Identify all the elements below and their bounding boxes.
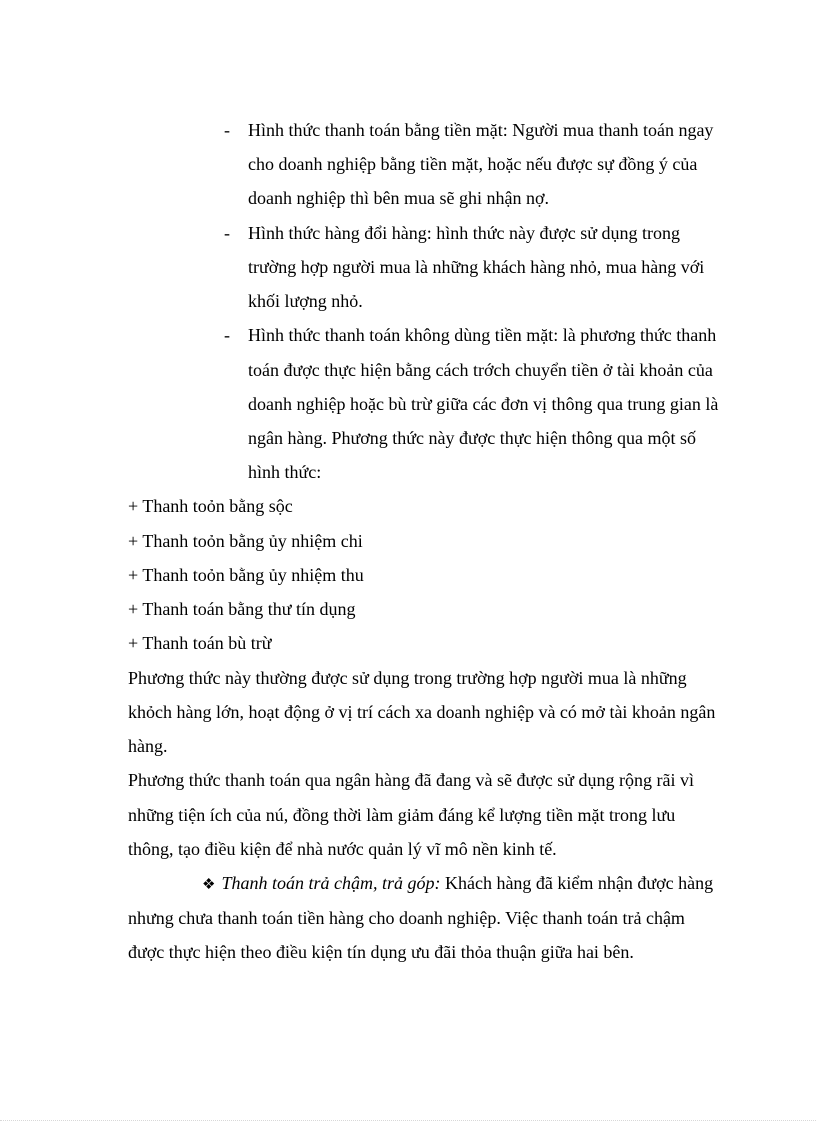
text-line: trường hợp người mua là những khách hàng nhỏ, mua hàng với	[248, 257, 705, 277]
diamond-bullet-icon: ❖	[202, 877, 216, 893]
text-line: toán được thực hiện bằng cách trớch chuyển tiền ở tài khoản của	[248, 360, 713, 380]
text-line: Phương thức này thường được sử dụng trong trường hợp người mua là những	[128, 668, 687, 688]
list-item: + Thanh toán bằng thư tín dụng	[128, 599, 356, 619]
text-line: doanh nghiệp hoặc bù trừ giữa các đơn vị thông qua trung gian là	[248, 394, 719, 414]
text-line: Hình thức thanh toán không dùng tiền mặt: là phương thức thanh	[248, 325, 717, 345]
bullet-dash: -	[224, 120, 230, 140]
bullet-dash: -	[224, 325, 230, 345]
text-line: ngân hàng. Phương thức này được thực hiện thông qua một số	[248, 428, 696, 448]
installment-text: Khách hàng đã kiểm nhận được hàng	[440, 873, 714, 893]
text-line: khỏch hàng lớn, hoạt động ở vị trí cách xa doanh nghiệp và có mở tài khoản ngân	[128, 702, 716, 722]
text-line: hàng.	[128, 736, 168, 756]
list-item: + Thanh toỏn bằng ủy nhiệm chi	[128, 531, 363, 551]
text-line: nhưng chưa thanh toán tiền hàng cho doanh nghiệp. Việc thanh toán trả chậm	[128, 908, 685, 928]
list-item: + Thanh toỏn bằng sộc	[128, 496, 293, 516]
text-line: doanh nghiệp thì bên mua sẽ ghi nhận nợ.	[248, 188, 549, 208]
text-line: khối lượng nhỏ.	[248, 291, 363, 311]
text-line: hình thức:	[248, 462, 322, 482]
installment-first-line	[202, 871, 713, 897]
text-line: Hình thức thanh toán bằng tiền mặt: Người mua thanh toán ngay	[248, 120, 714, 140]
text-line: được thực hiện theo điều kiện tín dụng ưu đãi thỏa thuận giữa hai bên.	[128, 942, 634, 962]
list-item: + Thanh toán bù trừ	[128, 633, 272, 653]
text-line: Phương thức thanh toán qua ngân hàng đã đang và sẽ được sử dụng rộng rãi vì	[128, 770, 694, 790]
list-item: + Thanh toỏn bằng ủy nhiệm thu	[128, 565, 364, 585]
text-line: những tiện ích của nú, đồng thời làm giảm đáng kể lượng tiền mặt trong lưu	[128, 805, 676, 825]
text-line: cho doanh nghiệp bằng tiền mặt, hoặc nếu được sự đồng ý của	[248, 154, 698, 174]
bullet-dash: -	[224, 223, 230, 243]
installment-title: Thanh toán trả chậm, trả góp:	[221, 873, 441, 893]
text-line: Hình thức hàng đổi hàng: hình thức này được sử dụng trong	[248, 223, 680, 243]
text-line: thông, tạo điều kiện để nhà nước quản lý vĩ mô nền kinh tế.	[128, 839, 557, 859]
page-bottom-divider	[0, 1120, 816, 1121]
